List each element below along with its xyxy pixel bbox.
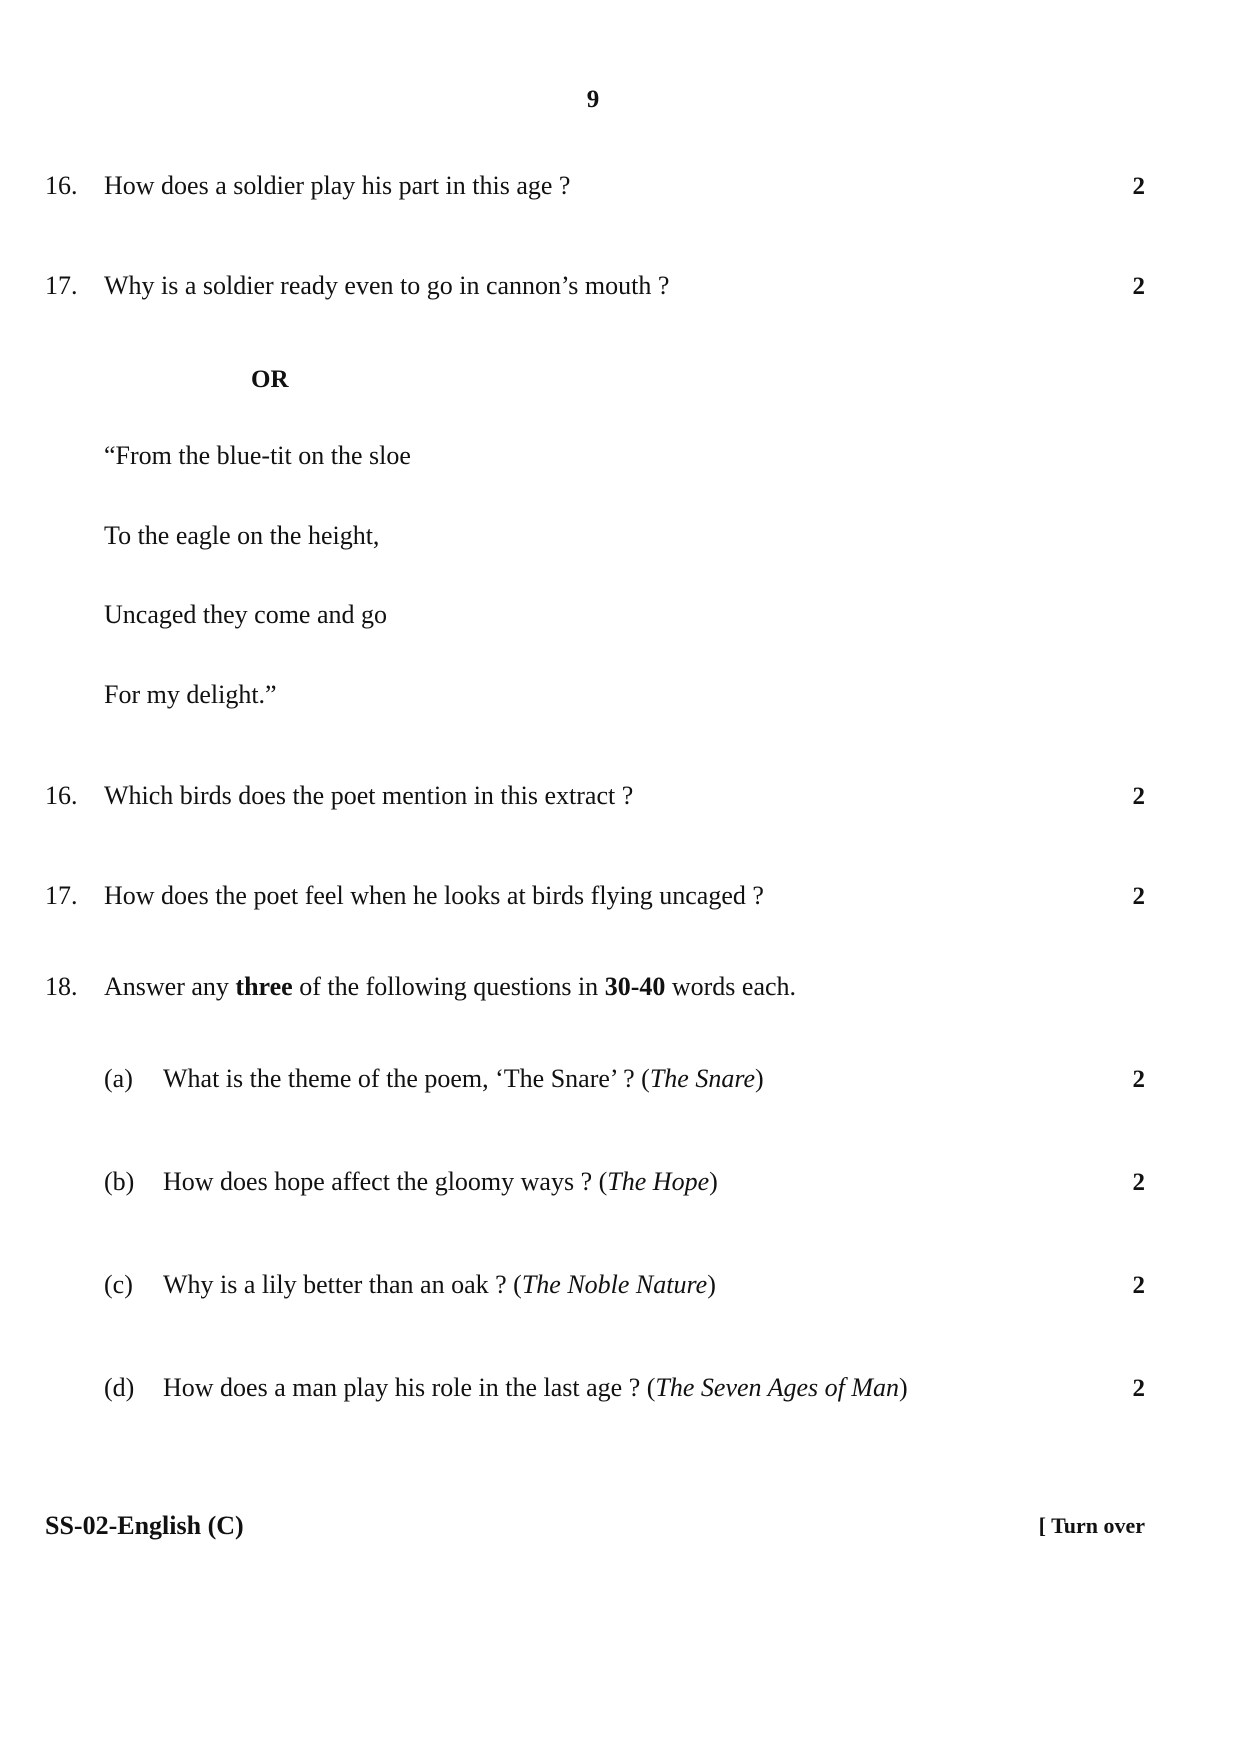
poem-line-1: “From the blue-tit on the sloe [104, 441, 411, 470]
q18-part-a-text: What is the theme of the poem, ‘The Snare’ ? (The Snare) [163, 1064, 764, 1093]
question-16a-number: 16. [45, 171, 78, 200]
poem-title: The Snare [649, 1064, 756, 1093]
q18-part-c-marks: 2 [1132, 1272, 1145, 1299]
question-16b-marks: 2 [1132, 783, 1145, 810]
q18-part-b-marks: 2 [1132, 1169, 1145, 1196]
question-17b-text: How does the poet feel when he looks at birds flying uncaged ? [104, 881, 764, 910]
question-16a-text: How does a soldier play his part in this age ? [104, 171, 571, 200]
poem-line-3: Uncaged they come and go [104, 600, 388, 629]
q18-part-c-text: Why is a lily better than an oak ? (The Noble Nature) [163, 1270, 716, 1299]
question-16b-number: 16. [45, 781, 78, 810]
question-16a-marks: 2 [1132, 173, 1145, 200]
poem-title: The Seven Ages of Man [655, 1373, 899, 1402]
q18-text-mid: of the following questions in [292, 972, 605, 1001]
q18-part-d-label: (d) [104, 1373, 135, 1402]
q18-part-a-label: (a) [104, 1064, 133, 1093]
q18-text-pre: Answer any [104, 972, 236, 1001]
question-17b-number: 17. [45, 881, 78, 910]
question-17a-text: Why is a soldier ready even to go in cannon’s mouth ? [104, 271, 670, 300]
question-18-number: 18. [45, 972, 78, 1001]
footer-paper-code: SS-02-English (C) [45, 1511, 244, 1540]
question-17a-number: 17. [45, 271, 78, 300]
q18-text-bold-three: three [235, 972, 293, 1001]
q18-part-d-marks: 2 [1132, 1375, 1145, 1402]
q18-part-c-label: (c) [104, 1270, 133, 1299]
q18-part-b-label: (b) [104, 1167, 135, 1196]
poem-title: The Noble Nature [521, 1270, 708, 1299]
q18-part-d-text: How does a man play his role in the last age ? (The Seven Ages of Man) [163, 1373, 908, 1402]
poem-line-4: For my delight.” [104, 680, 277, 709]
poem-line-2: To the eagle on the height, [104, 521, 380, 550]
footer-turn-over: [ Turn over [1038, 1513, 1145, 1538]
q18-text-post: words each. [665, 972, 797, 1001]
q18-part-a-marks: 2 [1132, 1066, 1145, 1093]
page-number: 9 [586, 86, 600, 113]
or-label: OR [251, 366, 289, 393]
q18-part-b-text: How does hope affect the gloomy ways ? (The Hope) [163, 1167, 718, 1196]
question-16b-text: Which birds does the poet mention in this extract ? [104, 781, 634, 810]
q18-text-bold-words: 30-40 [604, 972, 666, 1001]
question-18-text [104, 974, 796, 1000]
poem-title: The Hope [607, 1167, 710, 1196]
question-17b-marks: 2 [1132, 883, 1145, 910]
question-17a-marks: 2 [1132, 273, 1145, 300]
